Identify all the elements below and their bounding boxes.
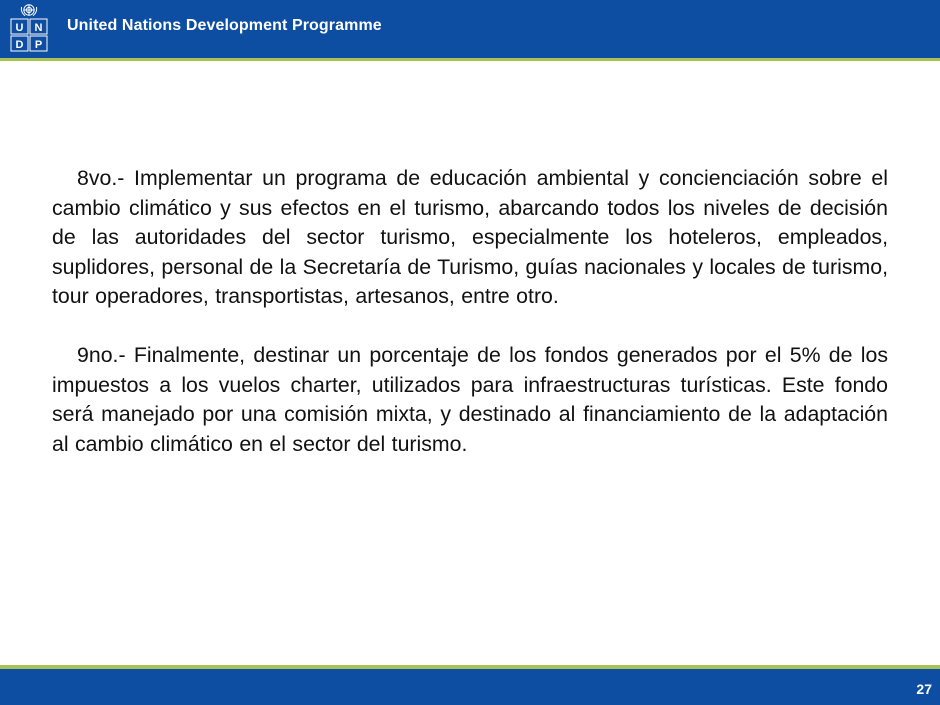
page-number: 27 xyxy=(916,681,932,697)
logo-letter-p: P xyxy=(34,39,43,51)
slide-body xyxy=(52,164,888,459)
header-divider xyxy=(0,58,940,61)
footer-bar xyxy=(0,669,940,705)
logo-letter-d: D xyxy=(15,39,24,51)
logo-letter-n: N xyxy=(34,22,43,34)
undp-logo xyxy=(10,3,48,53)
organization-name: United Nations Development Programme xyxy=(67,17,382,34)
undp-letter-grid xyxy=(11,19,47,51)
paragraph-9no: 9no.- Finalmente, destinar un porcentaje de los fondos generados por el 5% de los impuestos a los vuelos charter, utilizados para infraestructuras turísticas. Este fondo será manejado por una comisión mixta, y destinado al financiamiento de la adaptación al cambio climático en el sector del turismo. xyxy=(52,342,888,456)
logo-letter-u: U xyxy=(15,22,24,34)
paragraph-8vo: 8vo.- Implementar un programa de educación ambiental y concienciación sobre el cambio climático y sus efectos en el turismo, abarcando todos los niveles de decisión de las autoridades del sector turismo, especialmente los hoteleros, empleados, suplidores, personal de la Secretaría de Turismo, guías nacionales y locales de turismo, tour operadores, transportistas, artesanos, entre otro. xyxy=(52,166,888,309)
un-emblem-icon xyxy=(21,5,36,16)
